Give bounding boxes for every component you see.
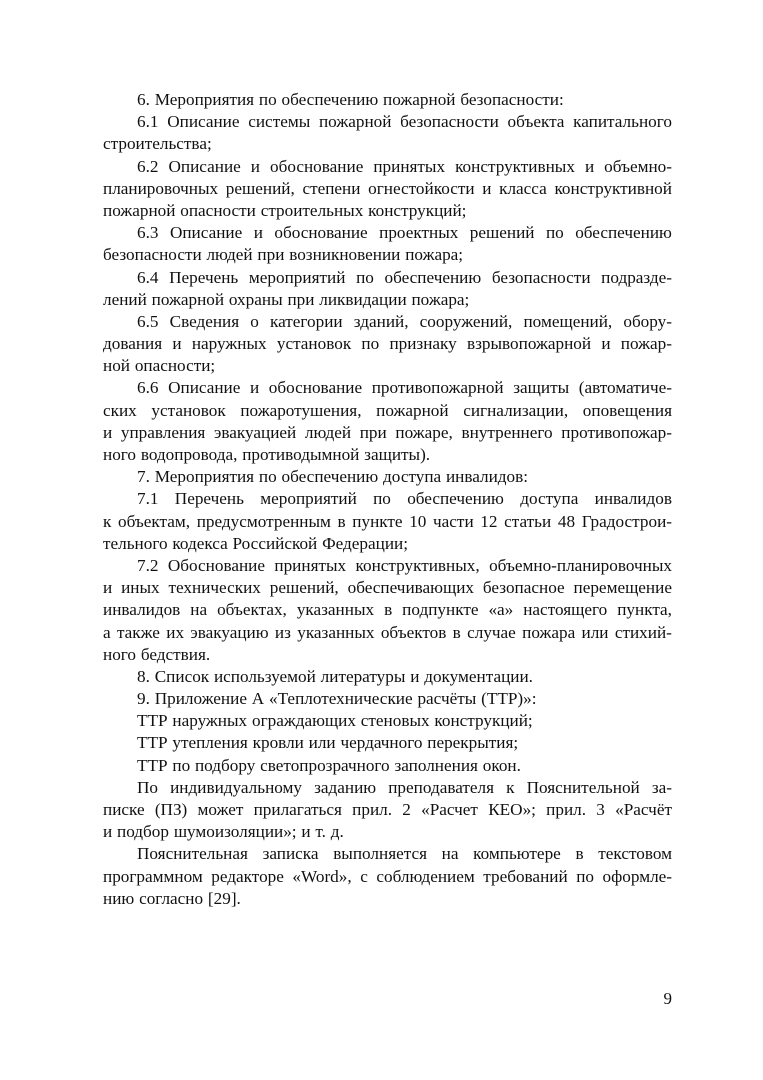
word: 7.1	[137, 489, 159, 509]
text-line	[103, 156, 672, 178]
word: пункте	[352, 511, 403, 531]
word: объектам,	[118, 511, 191, 531]
word: чердачного	[340, 733, 423, 753]
word: обоснование	[274, 223, 368, 243]
text-line	[103, 466, 672, 488]
word: в	[337, 511, 346, 531]
text-line	[103, 400, 672, 422]
word: используемой	[213, 666, 316, 686]
word: Описание	[168, 378, 241, 398]
word: Пояснительной	[526, 777, 640, 797]
word: и	[250, 156, 260, 176]
word: в	[452, 622, 461, 642]
word: по	[172, 755, 191, 775]
word: ной	[103, 356, 130, 376]
word: иных	[121, 578, 160, 598]
text-line	[103, 422, 672, 444]
word: и	[301, 822, 311, 842]
word: может	[197, 800, 244, 819]
word: объемно-	[604, 156, 672, 176]
word: на	[190, 600, 208, 620]
word: конструкций;	[434, 711, 533, 731]
word: т.	[315, 822, 326, 842]
word: расчёты	[417, 689, 477, 709]
word: безопасности:	[460, 90, 564, 109]
word: пожарной	[151, 289, 225, 309]
text-line	[103, 178, 672, 200]
text-line	[103, 622, 672, 644]
word: Мероприятия	[154, 467, 255, 487]
word: Перечень	[174, 489, 244, 509]
word: Мероприятия	[154, 90, 255, 109]
word: объектах,	[217, 600, 287, 620]
word: за-	[651, 777, 672, 797]
word: защиты).	[364, 445, 431, 464]
word: (ТТР)»:	[481, 689, 537, 709]
word: пожаре,	[395, 422, 453, 442]
word: Градострои-	[581, 511, 672, 531]
word: класса	[499, 178, 547, 198]
word: сигнализации,	[463, 400, 569, 420]
word: ного	[103, 644, 137, 664]
word: 6.1	[137, 112, 159, 132]
word: людей	[206, 245, 253, 265]
word: а	[103, 622, 111, 642]
word: доступа	[383, 467, 442, 487]
text-line	[103, 710, 672, 732]
word: и	[249, 378, 260, 398]
word: писке	[103, 800, 145, 819]
word: и	[601, 334, 611, 354]
word: по	[361, 334, 380, 354]
word: планировочных	[103, 178, 219, 198]
word: и	[482, 178, 492, 198]
word: 12	[480, 511, 498, 531]
word: к	[103, 511, 112, 531]
word: «Расчёт	[615, 800, 672, 819]
word: подпункте	[402, 600, 479, 620]
word: или	[581, 622, 609, 642]
word: людей	[304, 422, 352, 442]
word: ного	[103, 445, 137, 464]
word: ТТР	[137, 755, 168, 775]
word: сооружений,	[419, 311, 513, 331]
word: помещений,	[523, 311, 613, 331]
word: обоснование	[270, 156, 364, 176]
text-line	[103, 577, 672, 599]
text-line	[103, 222, 672, 244]
word: противопожарной	[371, 378, 504, 398]
word: пожара;	[411, 289, 470, 309]
word: шумоизоляции»;	[173, 822, 297, 842]
word: прил.	[352, 800, 393, 819]
word: зданий,	[353, 311, 409, 331]
word: водопровода,	[140, 445, 238, 464]
word: принятых	[373, 156, 446, 176]
word: окон.	[482, 755, 521, 775]
text-line	[103, 111, 672, 133]
word: документации.	[424, 666, 533, 686]
text-line	[103, 644, 672, 666]
text-line	[103, 799, 672, 821]
word: КЕО»;	[488, 800, 536, 819]
word: решений,	[269, 578, 339, 598]
word: мероприятий	[260, 489, 357, 509]
word: Обоснование	[167, 555, 266, 575]
word: обеспечению	[281, 467, 379, 487]
word: указанных	[296, 600, 375, 620]
word: при	[359, 422, 387, 442]
word: строительства;	[103, 134, 212, 154]
text-line	[103, 289, 672, 311]
word: инвалидов:	[445, 467, 529, 487]
word: по	[373, 489, 391, 509]
word: [29].	[207, 888, 241, 908]
word: дования	[103, 334, 163, 354]
word: по	[258, 467, 277, 487]
word: из	[274, 622, 291, 642]
word: безопасности	[491, 267, 591, 287]
text-line	[103, 488, 672, 510]
word: выполняется	[333, 844, 427, 864]
word: пожарной	[376, 400, 449, 420]
word: по	[258, 90, 277, 109]
word: пожара;	[405, 245, 464, 265]
word: категории	[270, 311, 343, 331]
word: кровли	[252, 733, 304, 753]
text-line	[103, 599, 672, 621]
word: тельного	[103, 533, 168, 553]
word: подразде-	[601, 267, 672, 287]
word: также	[116, 622, 160, 642]
word: признаку	[389, 334, 457, 354]
word: 6.3	[137, 223, 159, 243]
word: конструктивных	[455, 156, 575, 176]
word: части	[433, 511, 474, 531]
word: стихий-	[614, 622, 672, 642]
word: объекта	[507, 112, 565, 132]
word: системы	[248, 112, 311, 132]
word: степени	[302, 178, 361, 198]
text-line	[103, 732, 672, 754]
word: по	[576, 866, 594, 886]
word: «Word»,	[292, 866, 352, 886]
word: конструктивных,	[355, 555, 480, 575]
word: безопасное	[482, 578, 565, 598]
word: Описание	[168, 156, 241, 176]
word: возникновении	[289, 245, 401, 265]
word: к	[506, 777, 515, 797]
word: нию	[103, 888, 135, 908]
word: (автоматиче-	[578, 378, 672, 398]
text-line	[103, 89, 672, 111]
word: установок	[276, 334, 352, 354]
word: согласно	[139, 888, 204, 908]
body-text	[103, 89, 672, 910]
word: Приложение	[154, 689, 247, 709]
text-line	[103, 267, 672, 289]
word: прилагаться	[253, 800, 342, 819]
word: оформле-	[602, 866, 672, 886]
word: ТТР	[137, 711, 168, 731]
word: Перечень	[169, 267, 239, 287]
text-line	[103, 777, 672, 799]
word: По	[137, 777, 159, 797]
word: 7.2	[137, 555, 159, 575]
word: (ПЗ)	[154, 800, 188, 819]
word: конструктивной	[554, 178, 672, 198]
word: технических	[168, 578, 261, 598]
word: литературы	[320, 666, 406, 686]
word: пожаротушения,	[240, 400, 362, 420]
word: принятых	[274, 555, 347, 575]
word: по	[356, 267, 374, 287]
word: 6.5	[137, 311, 159, 331]
word: 10	[409, 511, 427, 531]
word: Список	[154, 666, 210, 686]
word: объемно-планировочных	[489, 555, 672, 575]
word: 6.	[137, 90, 150, 109]
word: 6.6	[137, 378, 159, 398]
word: их	[166, 622, 185, 642]
word: 9.	[137, 689, 150, 709]
word: обеспечивающих	[347, 578, 475, 598]
word: ограждающих	[251, 711, 356, 731]
word: 6.4	[137, 267, 159, 287]
word: эвакуацией	[214, 422, 297, 442]
text-line	[103, 244, 672, 266]
word: пункта,	[617, 600, 672, 620]
word: мероприятий	[248, 267, 346, 287]
word: решений	[469, 223, 535, 243]
text-line	[103, 666, 672, 688]
text-line	[103, 133, 672, 155]
word: охраны	[228, 289, 283, 309]
word: ТТР	[137, 733, 168, 753]
word: противопожар-	[561, 422, 672, 442]
word: в	[384, 600, 393, 620]
word: заданию	[314, 777, 377, 797]
word: записка	[262, 844, 319, 864]
word: заполнения	[394, 755, 478, 775]
word: требований	[483, 866, 568, 886]
word: 7.	[137, 467, 150, 487]
word: Федерации;	[322, 533, 409, 553]
word: обеспечению	[407, 489, 504, 509]
word: объектов	[380, 622, 447, 642]
text-line	[103, 888, 672, 910]
word: в	[575, 844, 584, 864]
text-line	[103, 688, 672, 710]
word: утепления	[172, 733, 248, 753]
word: Сведения	[169, 311, 240, 331]
word: проектных	[379, 223, 459, 243]
word: предусмотренным	[196, 511, 331, 531]
word: индивидуальному	[170, 777, 303, 797]
word: Описание	[167, 112, 240, 132]
word: лений	[103, 289, 147, 309]
word: пожар-	[620, 334, 672, 354]
word: прил.	[546, 800, 587, 819]
word: опасности	[180, 200, 256, 220]
word: настоящего	[523, 600, 608, 620]
word: обеспечению	[384, 267, 482, 287]
word: взрывопожарной	[466, 334, 592, 354]
word: пожара	[522, 622, 576, 642]
word: и	[410, 666, 420, 686]
word: Описание	[169, 223, 243, 243]
word: «Расчет	[421, 800, 478, 819]
word: подбор	[117, 822, 169, 842]
word: при	[287, 289, 315, 309]
word: обоснование	[268, 378, 363, 398]
word: 2	[402, 800, 411, 819]
word: эвакуацию	[190, 622, 269, 642]
word: установок	[151, 400, 226, 420]
word: перекрытия;	[427, 733, 519, 753]
word: стеновых	[360, 711, 430, 731]
word: обеспечению	[281, 90, 379, 109]
text-line	[103, 533, 672, 555]
text-line	[103, 377, 672, 399]
word: А	[251, 689, 265, 709]
word: по	[545, 223, 564, 243]
word: огнестойкости	[368, 178, 475, 198]
text-line	[103, 333, 672, 355]
word: оповещения	[582, 400, 672, 420]
word: «Теплотехнические	[269, 689, 413, 709]
word: решений,	[225, 178, 295, 198]
word: и	[103, 422, 113, 442]
word: пожарной	[383, 90, 456, 109]
word: капитального	[573, 112, 672, 132]
word: статьи	[504, 511, 552, 531]
word: внутреннего	[461, 422, 553, 442]
word: Российской	[232, 533, 318, 553]
word: с	[360, 866, 368, 886]
text-line	[103, 311, 672, 333]
word: случае	[467, 622, 516, 642]
word: ликвидации	[319, 289, 407, 309]
text-line	[103, 444, 672, 466]
word: «а»	[488, 600, 514, 620]
word: соблюдением	[376, 866, 475, 886]
text-line	[103, 200, 672, 222]
word: текстовом	[598, 844, 672, 864]
word: инвалидов	[594, 489, 672, 509]
word: инвалидов	[103, 600, 181, 620]
word: конструкций;	[368, 200, 467, 220]
word: 6.2	[137, 156, 159, 176]
word: о	[250, 311, 259, 331]
page-number: 9	[663, 989, 672, 1008]
text-line	[103, 355, 672, 377]
word: безопасности	[103, 245, 202, 265]
word: обору-	[623, 311, 672, 331]
word: перемещение	[573, 578, 672, 598]
word: бедствия.	[140, 644, 211, 664]
word: обеспечению	[575, 223, 672, 243]
word: опасности;	[134, 356, 216, 376]
word: программном	[103, 866, 203, 886]
word: или	[308, 733, 336, 753]
text-line	[103, 555, 672, 577]
word: пожарной	[103, 200, 176, 220]
word: противодымной	[242, 445, 360, 464]
word: 48	[557, 511, 576, 531]
text-line	[103, 511, 672, 533]
word: компьютере	[473, 844, 561, 864]
word: 8.	[137, 666, 150, 686]
word: 3	[596, 800, 605, 819]
word: подбору	[194, 755, 256, 775]
word: и	[103, 822, 113, 842]
word: защиты	[513, 378, 570, 398]
word: наружных	[172, 711, 248, 731]
word: ских	[103, 400, 137, 420]
word: доступа	[520, 489, 579, 509]
word: строительных	[260, 200, 364, 220]
word: при	[257, 245, 285, 265]
word: безопасности	[400, 112, 499, 132]
text-line	[103, 866, 672, 888]
word: управления	[120, 422, 206, 442]
word: кодекса	[172, 533, 228, 553]
word: наружных	[191, 334, 267, 354]
word: и	[253, 223, 263, 243]
word: и	[172, 334, 182, 354]
word: на	[441, 844, 459, 864]
word: редакторе	[211, 866, 284, 886]
word: Пояснительная	[137, 844, 248, 864]
word: и	[103, 578, 113, 598]
word: светопрозрачного	[260, 755, 390, 775]
text-line	[103, 821, 672, 843]
text-line	[103, 843, 672, 865]
word: преподавателя	[388, 777, 495, 797]
word: пожарной	[318, 112, 392, 132]
word: д.	[330, 822, 344, 842]
word: и	[584, 156, 595, 176]
text-line	[103, 755, 672, 777]
word: указанных	[297, 622, 375, 642]
